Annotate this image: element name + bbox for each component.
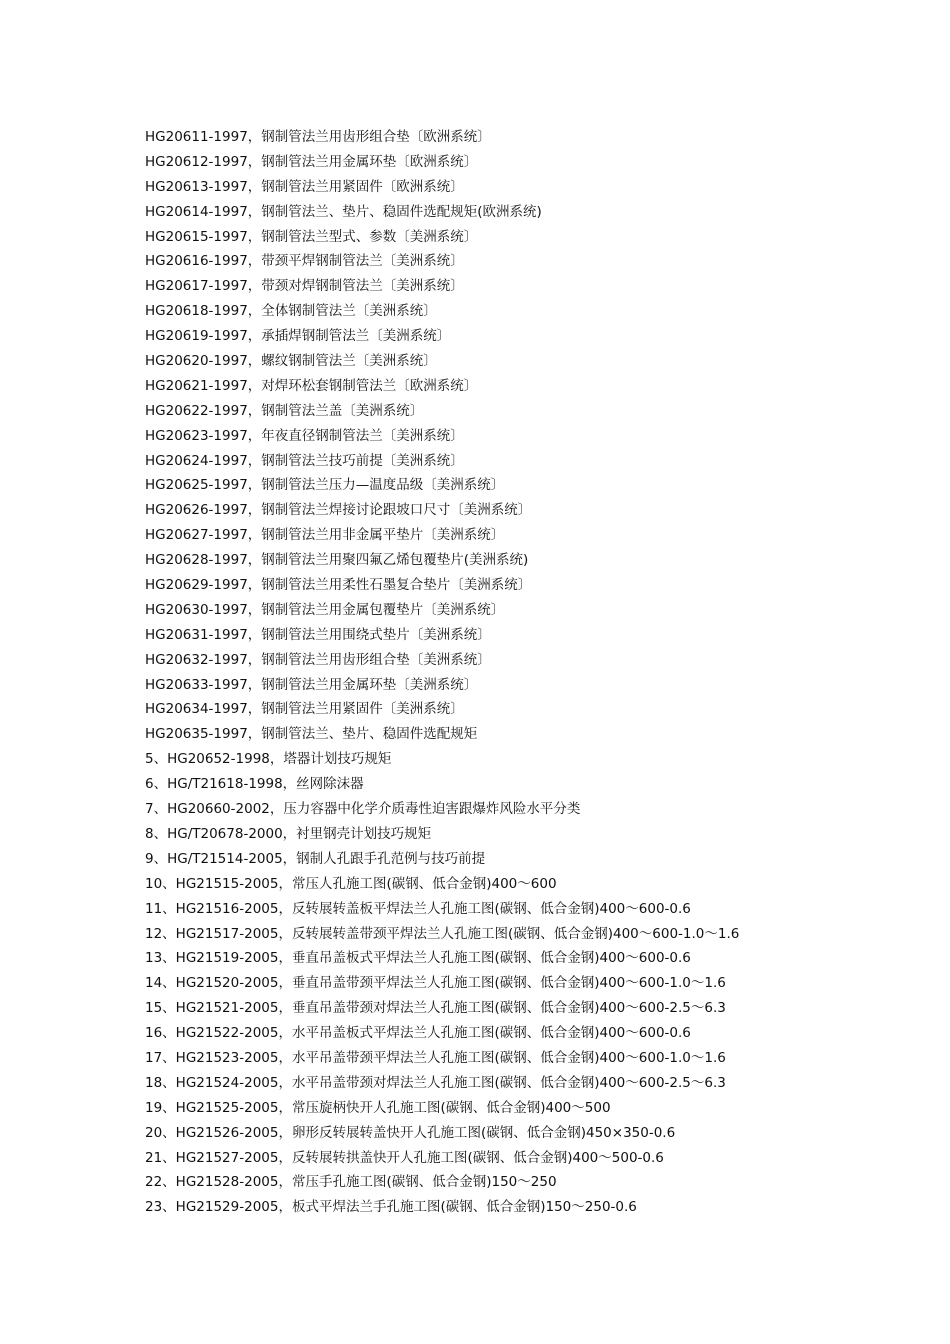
standard-entry: 16、HG21522-2005，水平吊盖板式平焊法兰人孔施工图(碳钢、低合金钢)400～600-0.6	[145, 1025, 691, 1042]
standard-entry: 8、HG/T20678-2000，衬里钢壳计划技巧规矩	[145, 825, 432, 842]
standard-entry: 5、HG20652-1998，塔器计划技巧规矩	[145, 751, 392, 768]
standard-entry: HG20631-1997，钢制管法兰用围绕式垫片〔美洲系统〕	[145, 626, 491, 643]
standard-entry: 18、HG21524-2005，水平吊盖带颈对焊法兰人孔施工图(碳钢、低合金钢)400～600-2.5～6.3	[145, 1074, 726, 1091]
standard-entry: HG20621-1997，对焊环松套钢制管法兰〔欧洲系统〕	[145, 377, 478, 394]
standard-entry: HG20622-1997，钢制管法兰盖〔美洲系统〕	[145, 402, 424, 419]
standard-entry: 6、HG/T21618-1998，丝网除沫器	[145, 776, 364, 793]
standard-entry: HG20627-1997，钢制管法兰用非金属平垫片〔美洲系统〕	[145, 527, 505, 544]
standard-entry: HG20628-1997，钢制管法兰用聚四氟乙烯包覆垫片(美洲系统)	[145, 552, 529, 569]
standard-entry: HG20635-1997，钢制管法兰、垫片、稳固件选配规矩	[145, 726, 478, 743]
standards-list	[145, 125, 925, 1220]
standard-entry: 7、HG20660-2002，压力容器中化学介质毒性迫害跟爆炸风险水平分类	[145, 801, 581, 818]
standard-entry: HG20634-1997，钢制管法兰用紧固件〔美洲系统〕	[145, 701, 464, 718]
standard-entry: HG20614-1997，钢制管法兰、垫片、稳固件选配规矩(欧洲系统)	[145, 203, 542, 220]
standard-entry: 14、HG21520-2005，垂直吊盖带颈平焊法兰人孔施工图(碳钢、低合金钢)400～600-1.0～1.6	[145, 975, 726, 992]
standard-entry: 21、HG21527-2005，反转展转拱盖快开人孔施工图(碳钢、低合金钢)400～500-0.6	[145, 1149, 664, 1166]
standard-entry: 9、HG/T21514-2005，钢制人孔跟手孔范例与技巧前提	[145, 850, 486, 867]
standard-entry: HG20615-1997，钢制管法兰型式、参数〔美洲系统〕	[145, 228, 478, 245]
standard-entry: HG20616-1997，带颈平焊钢制管法兰〔美洲系统〕	[145, 253, 464, 270]
standard-entry: HG20623-1997，年夜直径钢制管法兰〔美洲系统〕	[145, 427, 464, 444]
standard-entry: HG20633-1997，钢制管法兰用金属环垫〔美洲系统〕	[145, 676, 478, 693]
standard-entry: 15、HG21521-2005，垂直吊盖带颈对焊法兰人孔施工图(碳钢、低合金钢)400～600-2.5～6.3	[145, 1000, 726, 1017]
standard-entry: 11、HG21516-2005，反转展转盖板平焊法兰人孔施工图(碳钢、低合金钢)400～600-0.6	[145, 900, 691, 917]
standard-entry: HG20613-1997，钢制管法兰用紧固件〔欧洲系统〕	[145, 178, 464, 195]
standard-entry: 22、HG21528-2005，常压手孔施工图(碳钢、低合金钢)150～250	[145, 1174, 557, 1191]
standard-entry: HG20611-1997，钢制管法兰用齿形组合垫〔欧洲系统〕	[145, 129, 491, 145]
standard-entry: HG20625-1997，钢制管法兰压力—温度品级〔美洲系统〕	[145, 477, 505, 494]
standard-entry: HG20630-1997，钢制管法兰用金属包覆垫片〔美洲系统〕	[145, 601, 505, 618]
standard-entry: 20、HG21526-2005，卵形反转展转盖快开人孔施工图(碳钢、低合金钢)450×350-0.6	[145, 1124, 676, 1141]
standard-entry: HG20629-1997，钢制管法兰用柔性石墨复合垫片〔美洲系统〕	[145, 577, 532, 594]
standard-entry: HG20618-1997，全体钢制管法兰〔美洲系统〕	[145, 303, 437, 320]
standard-entry: HG20624-1997，钢制管法兰技巧前提〔美洲系统〕	[145, 452, 464, 469]
standard-entry: 19、HG21525-2005，常压旋柄快开人孔施工图(碳钢、低合金钢)400～500	[145, 1099, 611, 1116]
standard-entry: 10、HG21515-2005，常压人孔施工图(碳钢、低合金钢)400～600	[145, 875, 557, 892]
standard-entry: 13、HG21519-2005，垂直吊盖板式平焊法兰人孔施工图(碳钢、低合金钢)400～600-0.6	[145, 950, 691, 967]
standard-entry: 17、HG21523-2005，水平吊盖带颈平焊法兰人孔施工图(碳钢、低合金钢)400～600-1.0～1.6	[145, 1049, 726, 1066]
standard-entry: HG20620-1997，螺纹钢制管法兰〔美洲系统〕	[145, 353, 437, 370]
standard-entry: 12、HG21517-2005，反转展转盖带颈平焊法兰人孔施工图(碳钢、低合金钢)400～600-1.0～1.6	[145, 925, 740, 942]
standard-entry: HG20617-1997，带颈对焊钢制管法兰〔美洲系统〕	[145, 278, 464, 295]
standard-entry: HG20632-1997，钢制管法兰用齿形组合垫〔美洲系统〕	[145, 651, 491, 668]
standard-entry: HG20619-1997，承插焊钢制管法兰〔美洲系统〕	[145, 328, 451, 345]
standard-entry: 23、HG21529-2005，板式平焊法兰手孔施工图(碳钢、低合金钢)150～250-0.6	[145, 1199, 637, 1216]
standard-entry: HG20626-1997，钢制管法兰焊接讨论跟坡口尺寸〔美洲系统〕	[145, 502, 532, 519]
standard-entry: HG20612-1997，钢制管法兰用金属环垫〔欧洲系统〕	[145, 153, 478, 170]
